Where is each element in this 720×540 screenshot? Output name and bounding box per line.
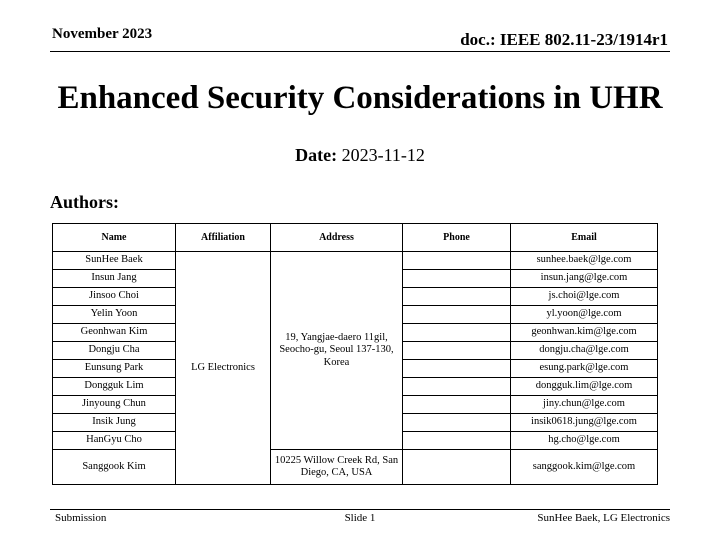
footer-author: SunHee Baek, LG Electronics xyxy=(537,512,670,524)
address-cell-korea: 19, Yangjae-daero 11gil, Seocho-gu, Seoul 137-130, Korea xyxy=(271,252,403,450)
author-email: jiny.chun@lge.com xyxy=(511,396,658,414)
phone-cell xyxy=(403,396,511,414)
authors-table xyxy=(52,223,658,485)
header-divider xyxy=(50,51,670,52)
phone-cell xyxy=(403,360,511,378)
author-name: Sanggook Kim xyxy=(53,450,176,485)
header-doc-id: doc.: IEEE 802.11-23/1914r1 xyxy=(460,30,668,49)
column-header-affiliation: Affiliation xyxy=(176,224,271,252)
header-date: November 2023 xyxy=(52,26,153,42)
author-email: insik0618.jung@lge.com xyxy=(511,414,658,432)
table-row xyxy=(53,450,658,485)
author-email: esung.park@lge.com xyxy=(511,360,658,378)
footer-submission: Submission xyxy=(55,512,107,524)
phone-cell xyxy=(403,414,511,432)
phone-cell xyxy=(403,342,511,360)
table-row xyxy=(53,252,658,270)
author-email: geonhwan.kim@lge.com xyxy=(511,324,658,342)
table-header-row xyxy=(53,224,658,252)
date-label: Date: xyxy=(295,145,338,165)
author-name: Insik Jung xyxy=(53,414,176,432)
phone-cell xyxy=(403,432,511,450)
column-header-address: Address xyxy=(271,224,403,252)
author-email: dongju.cha@lge.com xyxy=(511,342,658,360)
footer-divider xyxy=(50,509,670,510)
slide-title: Enhanced Security Considerations in UHR xyxy=(57,80,663,116)
author-email: hg.cho@lge.com xyxy=(511,432,658,450)
affiliation-cell: LG Electronics xyxy=(176,252,271,485)
column-header-email: Email xyxy=(511,224,658,252)
phone-cell xyxy=(403,288,511,306)
author-name: Jinyoung Chun xyxy=(53,396,176,414)
phone-cell xyxy=(403,270,511,288)
phone-cell xyxy=(403,324,511,342)
author-name: HanGyu Cho xyxy=(53,432,176,450)
author-name: Eunsung Park xyxy=(53,360,176,378)
phone-cell xyxy=(403,306,511,324)
author-name: Yelin Yoon xyxy=(53,306,176,324)
authors-heading: Authors: xyxy=(50,192,120,212)
author-name: Insun Jang xyxy=(53,270,176,288)
date-value: 2023-11-12 xyxy=(341,145,425,165)
author-name: Dongguk Lim xyxy=(53,378,176,396)
phone-cell xyxy=(403,252,511,270)
phone-cell xyxy=(403,378,511,396)
date-line xyxy=(0,145,720,166)
author-email: yl.yoon@lge.com xyxy=(511,306,658,324)
author-email: insun.jang@lge.com xyxy=(511,270,658,288)
address-cell-usa: 10225 Willow Creek Rd, San Diego, CA, USA xyxy=(271,450,403,485)
author-name: Jinsoo Choi xyxy=(53,288,176,306)
author-email: js.choi@lge.com xyxy=(511,288,658,306)
phone-cell xyxy=(403,450,511,485)
author-name: SunHee Baek xyxy=(53,252,176,270)
author-name: Geonhwan Kim xyxy=(53,324,176,342)
column-header-name: Name xyxy=(53,224,176,252)
author-email: sanggook.kim@lge.com xyxy=(511,450,658,485)
column-header-phone: Phone xyxy=(403,224,511,252)
author-name: Dongju Cha xyxy=(53,342,176,360)
footer-slide-number: Slide 1 xyxy=(344,512,376,524)
author-email: dongguk.lim@lge.com xyxy=(511,378,658,396)
author-email: sunhee.baek@lge.com xyxy=(511,252,658,270)
